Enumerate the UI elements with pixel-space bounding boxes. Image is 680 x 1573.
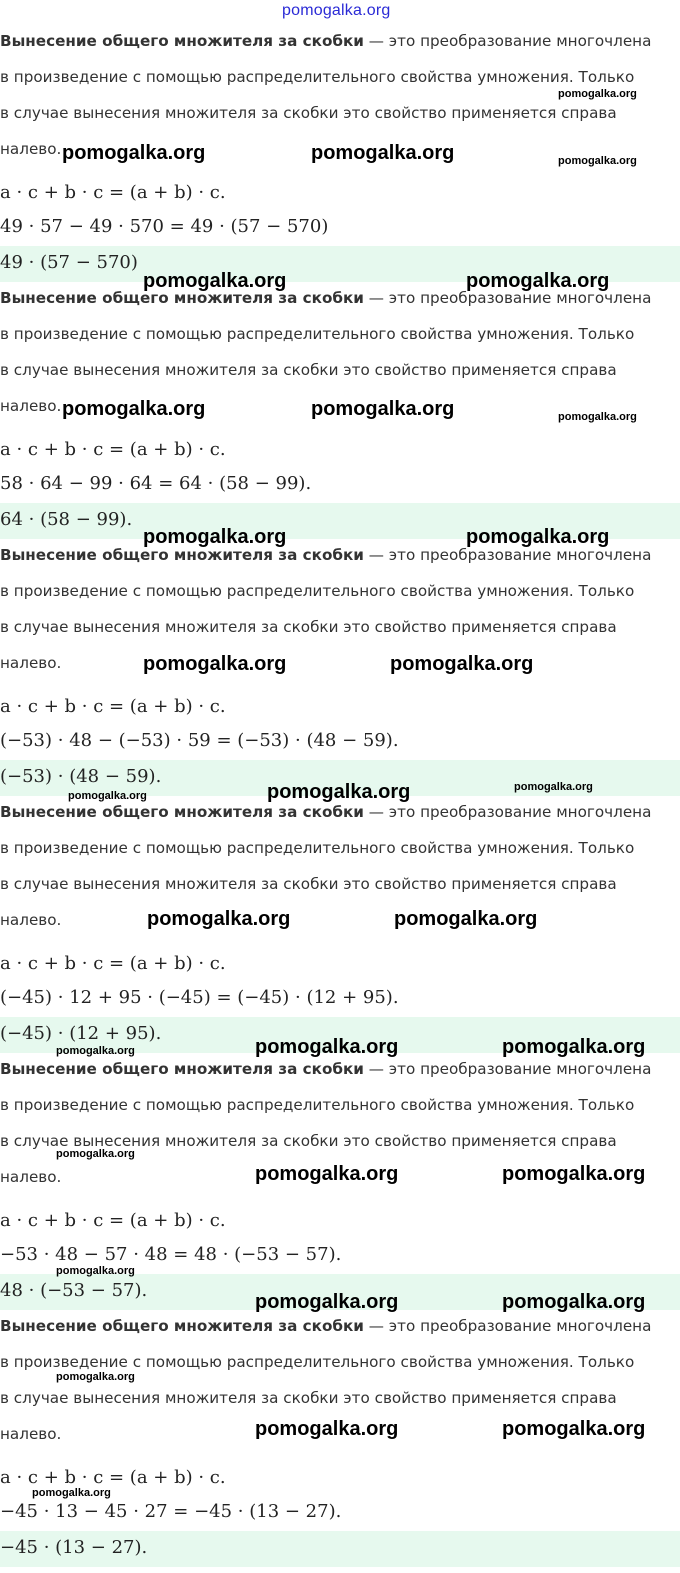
- watermark: pomogalka.org: [502, 1036, 646, 1058]
- explanation-line: [0, 1060, 680, 1078]
- explanation-line: в произведение с помощью распределительного свойства умножения. Только: [0, 582, 635, 600]
- watermark: pomogalka.org: [394, 908, 538, 930]
- explanation-rest: — это преобразование многочлена: [363, 289, 652, 307]
- watermark: pomogalka.org: [502, 1418, 646, 1440]
- explanation-line: в произведение с помощью распределительного свойства умножения. Только: [0, 1096, 635, 1114]
- watermark: pomogalka.org: [68, 790, 147, 802]
- term-bold: Вынесение общего множителя за скобки: [0, 289, 364, 307]
- explanation-line: [0, 32, 680, 50]
- watermark: pomogalka.org: [502, 1291, 646, 1313]
- explanation-line: налево.: [0, 1425, 62, 1443]
- explanation-line: [0, 1317, 680, 1335]
- answer-text: (−45) · (12 + 95).: [0, 1023, 162, 1044]
- explanation-line: налево.: [0, 140, 62, 158]
- explanation-line: в произведение с помощью распределительного свойства умножения. Только: [0, 68, 635, 86]
- explanation-line: [0, 803, 680, 821]
- watermark: pomogalka.org: [143, 270, 287, 292]
- solution-block: [0, 542, 680, 799]
- watermark: pomogalka.org: [466, 526, 610, 548]
- answer-text: (−53) · (48 − 59).: [0, 766, 162, 787]
- watermark: pomogalka.org: [56, 1148, 135, 1160]
- watermark: pomogalka.org: [255, 1163, 399, 1185]
- explanation-line: в случае вынесения множителя за скобки это свойство применяется справа: [0, 361, 617, 379]
- watermark: pomogalka.org: [255, 1291, 399, 1313]
- solution-block: [0, 799, 680, 1056]
- explanation-rest: — это преобразование многочлена: [363, 546, 652, 564]
- solution-block: [0, 1313, 680, 1570]
- term-bold: Вынесение общего множителя за скобки: [0, 546, 364, 564]
- explanation-rest: — это преобразование многочлена: [363, 1060, 652, 1078]
- explanation-line: в произведение с помощью распределительного свойства умножения. Только: [0, 1353, 635, 1371]
- explanation-line: налево.: [0, 397, 62, 415]
- explanation-line: налево.: [0, 911, 62, 929]
- watermark: pomogalka.org: [62, 142, 206, 164]
- explanation-line: в случае вынесения множителя за скобки это свойство применяется справа: [0, 1132, 617, 1150]
- equation: −45 · 13 − 45 · 27 = −45 · (13 − 27).: [0, 1501, 342, 1522]
- watermark: pomogalka.org: [558, 155, 637, 167]
- explanation-rest: — это преобразование многочлена: [363, 1317, 652, 1335]
- watermark: pomogalka.org: [32, 1487, 111, 1499]
- explanation-line: налево.: [0, 654, 62, 672]
- watermark: pomogalka.org: [466, 270, 610, 292]
- watermark: pomogalka.org: [56, 1371, 135, 1383]
- watermark: pomogalka.org: [558, 411, 637, 423]
- term-bold: Вынесение общего множителя за скобки: [0, 803, 364, 821]
- general-formula: a · c + b · c = (a + b) · c.: [0, 696, 226, 717]
- explanation-line: в произведение с помощью распределительного свойства умножения. Только: [0, 325, 635, 343]
- explanation-line: в произведение с помощью распределительного свойства умножения. Только: [0, 839, 635, 857]
- equation: −53 · 48 − 57 · 48 = 48 · (−53 − 57).: [0, 1244, 342, 1265]
- watermark: pomogalka.org: [502, 1163, 646, 1185]
- watermark: pomogalka.org: [62, 398, 206, 420]
- answer-text: 48 · (−53 − 57).: [0, 1280, 148, 1301]
- explanation-rest: — это преобразование многочлена: [363, 32, 652, 50]
- watermark: pomogalka.org: [390, 653, 534, 675]
- watermark: pomogalka.org: [255, 1418, 399, 1440]
- explanation-rest: — это преобразование многочлена: [363, 803, 652, 821]
- watermark: pomogalka.org: [143, 653, 287, 675]
- term-bold: Вынесение общего множителя за скобки: [0, 32, 364, 50]
- equation: (−45) · 12 + 95 · (−45) = (−45) · (12 + 95).: [0, 987, 399, 1008]
- answer-text: 64 · (58 − 99).: [0, 509, 133, 530]
- equation: (−53) · 48 − (−53) · 59 = (−53) · (48 − 59).: [0, 730, 399, 751]
- watermark: pomogalka.org: [514, 781, 593, 793]
- equation: 49 · 57 − 49 · 570 = 49 · (57 − 570): [0, 216, 329, 237]
- watermark: pomogalka.org: [267, 781, 411, 803]
- watermark: pomogalka.org: [147, 908, 291, 930]
- explanation-line: налево.: [0, 1168, 62, 1186]
- watermark: pomogalka.org: [311, 142, 455, 164]
- watermark: pomogalka.org: [143, 526, 287, 548]
- general-formula: a · c + b · c = (a + b) · c.: [0, 1467, 226, 1488]
- explanation-line: в случае вынесения множителя за скобки это свойство применяется справа: [0, 104, 617, 122]
- watermark: pomogalka.org: [56, 1265, 135, 1277]
- watermark: pomogalka.org: [56, 1045, 135, 1057]
- term-bold: Вынесение общего множителя за скобки: [0, 1060, 364, 1078]
- watermark: pomogalka.org: [255, 1036, 399, 1058]
- explanation-line: в случае вынесения множителя за скобки это свойство применяется справа: [0, 618, 617, 636]
- term-bold: Вынесение общего множителя за скобки: [0, 1317, 364, 1335]
- explanation-line: в случае вынесения множителя за скобки это свойство применяется справа: [0, 1389, 617, 1407]
- watermark: pomogalka.org: [311, 398, 455, 420]
- watermark: pomogalka.org: [558, 88, 637, 100]
- answer-text: 49 · (57 − 570): [0, 252, 138, 273]
- site-link[interactable]: pomogalka.org: [282, 2, 391, 19]
- equation: 58 · 64 − 99 · 64 = 64 · (58 − 99).: [0, 473, 312, 494]
- general-formula: a · c + b · c = (a + b) · c.: [0, 953, 226, 974]
- answer-row: [0, 1531, 680, 1567]
- answer-text: −45 · (13 − 27).: [0, 1537, 148, 1558]
- general-formula: a · c + b · c = (a + b) · c.: [0, 182, 226, 203]
- general-formula: a · c + b · c = (a + b) · c.: [0, 439, 226, 460]
- general-formula: a · c + b · c = (a + b) · c.: [0, 1210, 226, 1231]
- explanation-line: в случае вынесения множителя за скобки это свойство применяется справа: [0, 875, 617, 893]
